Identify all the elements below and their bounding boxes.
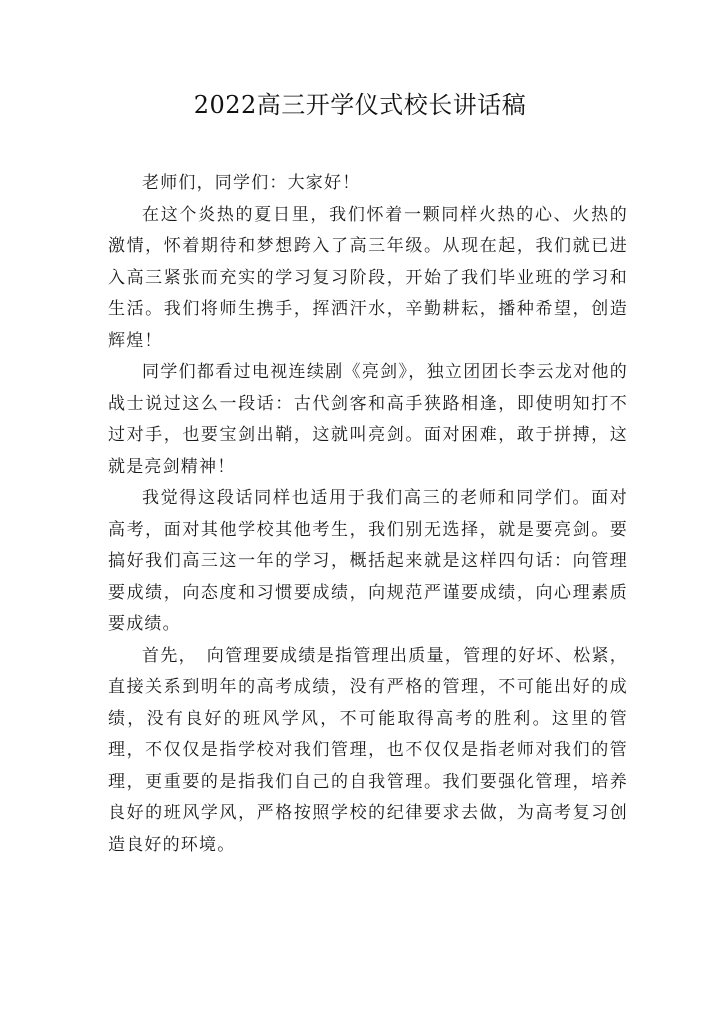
- paragraph-four-sentences: 我觉得这段话同样也适用于我们高三的老师和同学们。面对高考，面对其他学校其他考生，我们别无选择，就是要亮剑。要搞好我们高三这一年的学习，概括起来就是这样四句话：向管理要成绩，向态度和习惯要成绩，向规范严谨要成绩，向心理素质要成绩。: [108, 488, 628, 634]
- paragraph-management: 首先， 向管理要成绩是指管理出质量，管理的好坏、松紧，直接关系到明年的高考成绩，没有严格的管理，不可能出好的成绩，没有良好的班风学风，不可能取得高考的胜利。这里的管理，不仅仅是指学校对我们管理，也不仅仅是指老师对我们的管理，更重要的是指我们自己的自我管理。我们要强化管理，培养良好的班风学风，严格按照学校的纪律要求去做，为高考复习创造良好的环境。: [108, 645, 628, 855]
- paragraph-opening: 在这个炎热的夏日里，我们怀着一颗同样火热的心、火热的激情，怀着期待和梦想跨入了高三年级。从现在起，我们就已进入高三紧张而充实的学习复习阶段，开始了我们毕业班的学习和生活。我们将师生携手，挥洒汗水，辛勤耕耘，播种希望，创造辉煌！: [108, 204, 628, 351]
- document-title: 2022高三开学仪式校长讲话稿: [193, 91, 527, 119]
- document-body: [108, 168, 628, 861]
- paragraph-liangjian: 同学们都看过电视连续剧《亮剑》，独立团团长李云龙对他的战士说过这么一段话：古代剑客和高手狭路相逢，即使明知打不过对手，也要宝剑出鞘，这就叫亮剑。面对困难，敢于拼搏，这就是亮剑精神！: [108, 362, 628, 477]
- paragraph-greeting: 老师们，同学们：大家好！: [142, 173, 361, 193]
